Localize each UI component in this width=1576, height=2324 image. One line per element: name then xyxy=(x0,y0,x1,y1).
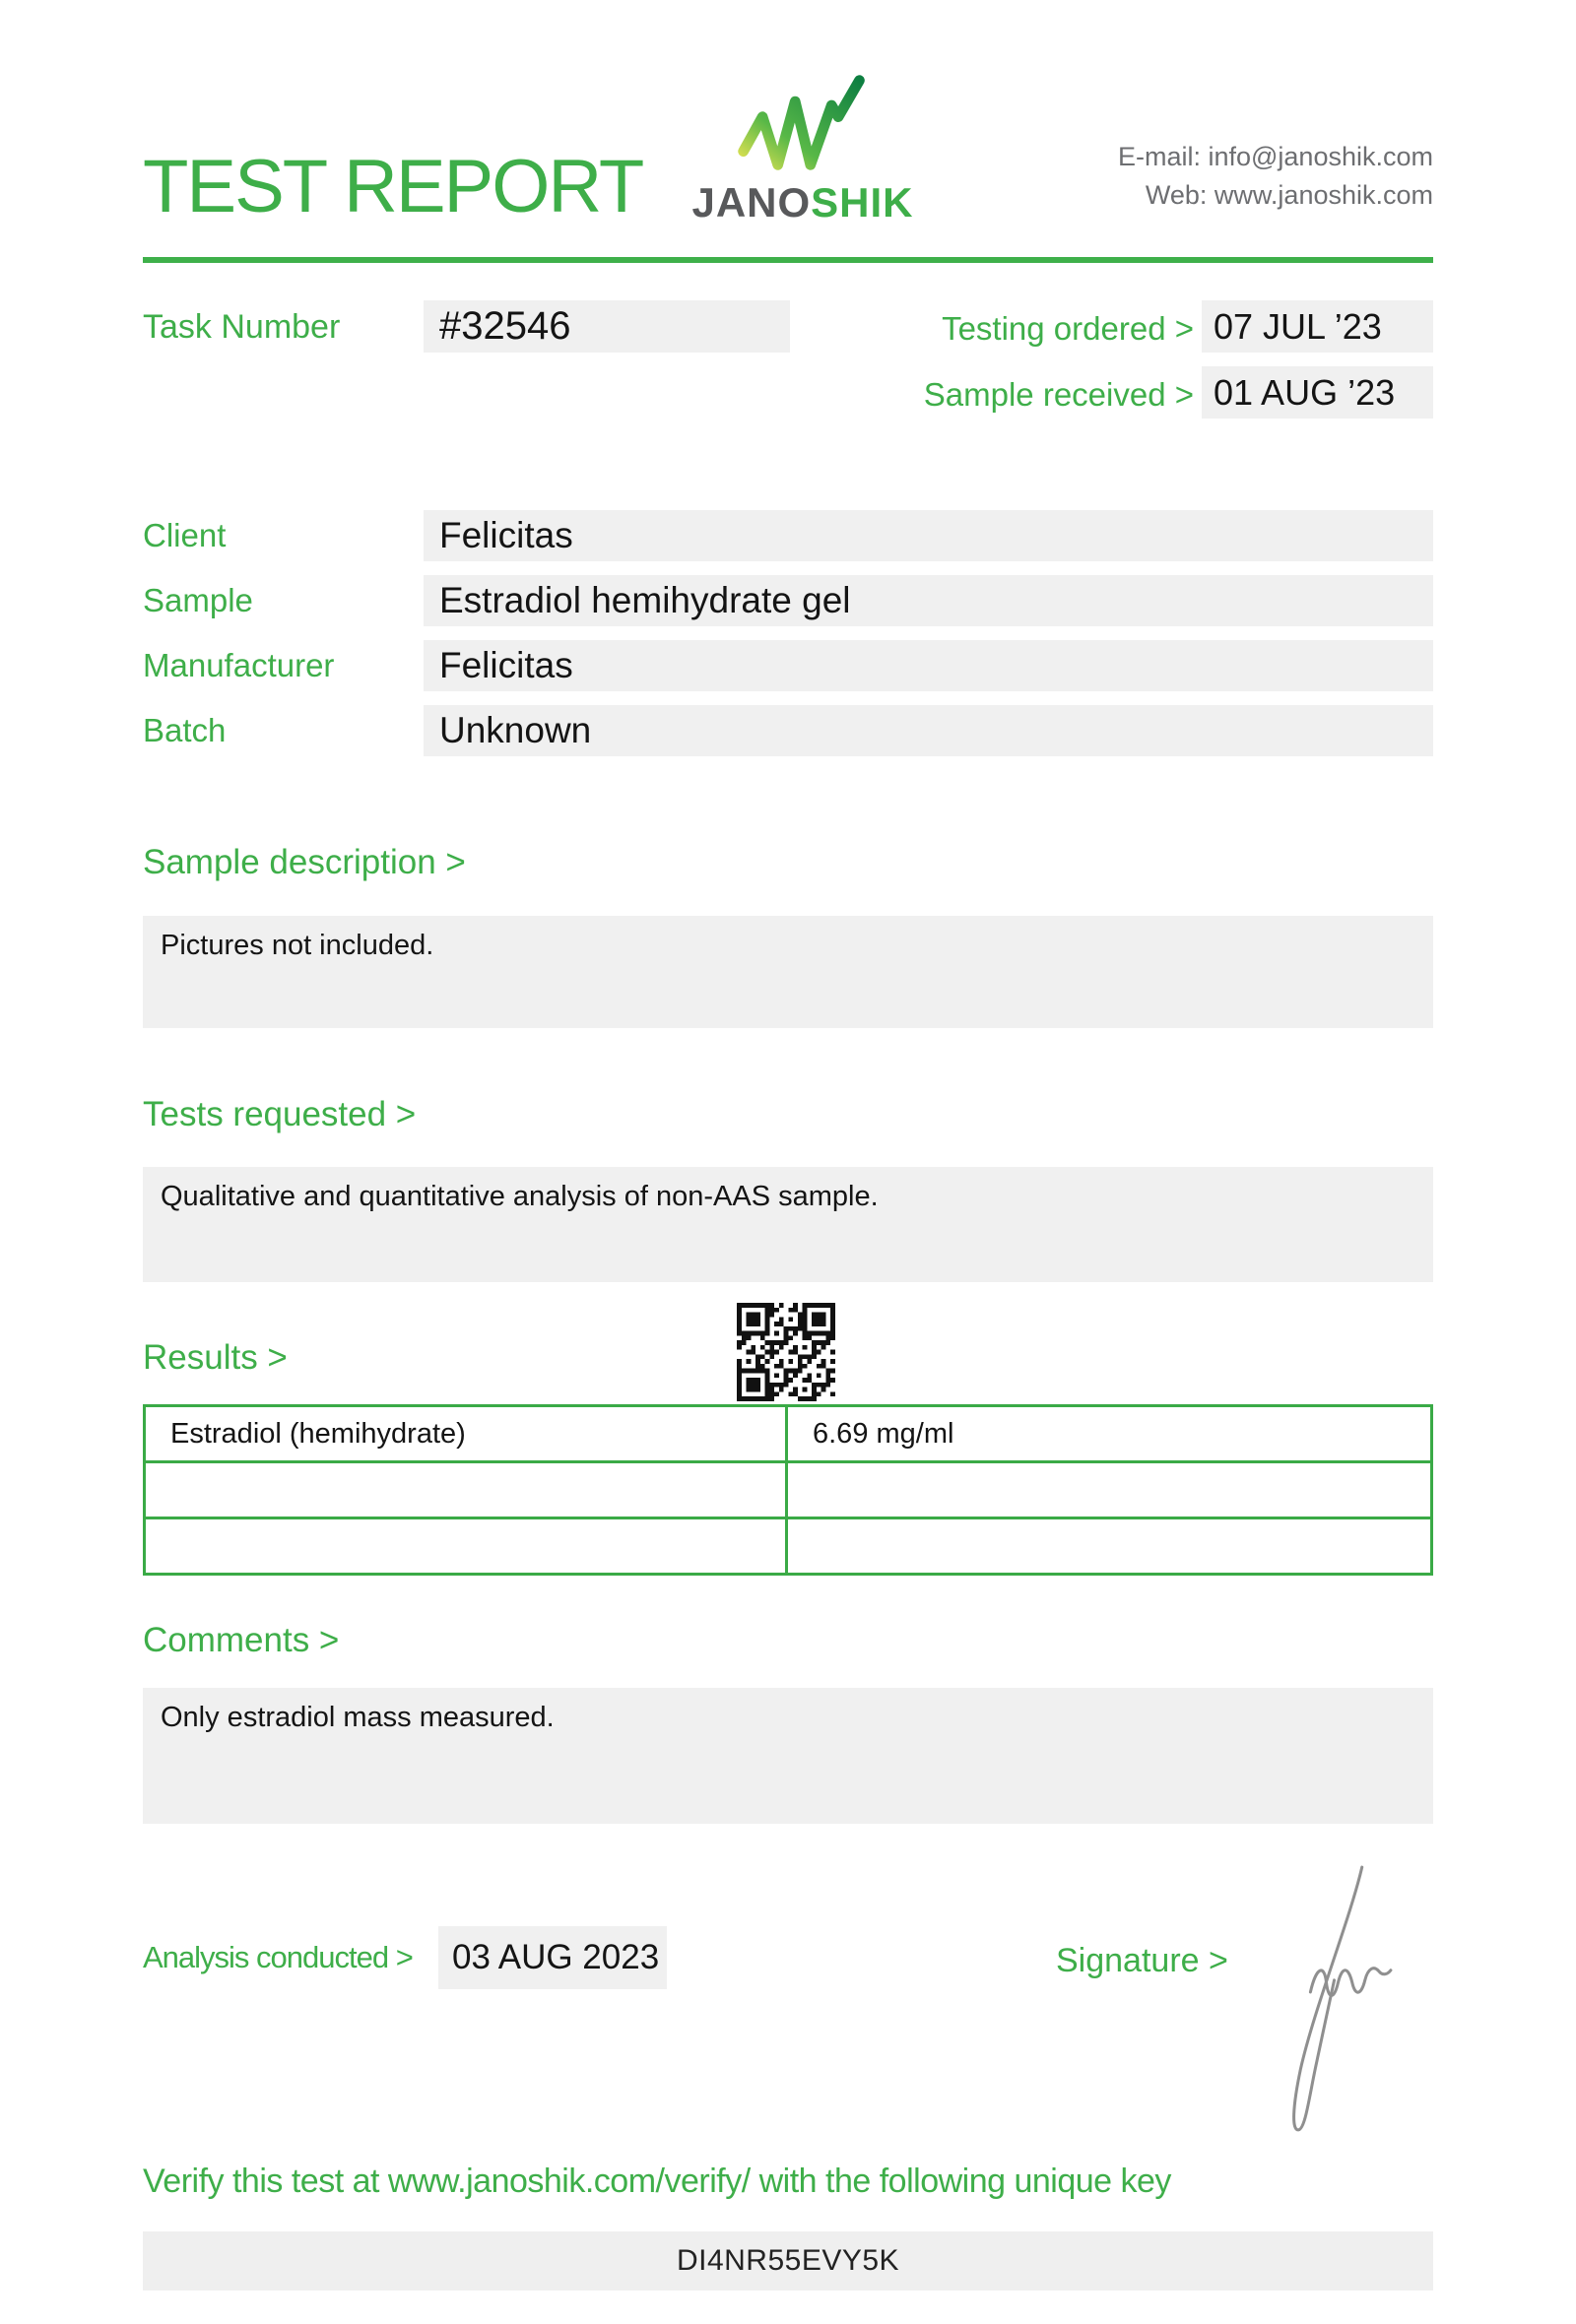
tests-requested-text: Qualitative and quantitative analysis of non-AAS sample. xyxy=(143,1167,1433,1282)
sample-description-text: Pictures not included. xyxy=(143,916,1433,1028)
results-row-2 xyxy=(145,1462,1432,1518)
sample-value: Estradiol hemihydrate gel xyxy=(424,575,1433,626)
manufacturer-label: Manufacturer xyxy=(143,647,335,683)
logo-text-jano: JANO xyxy=(691,179,812,226)
result-value-empty xyxy=(787,1518,1432,1575)
result-analyte-empty xyxy=(145,1462,787,1518)
contact-email: E-mail: info@janoshik.com xyxy=(1117,142,1433,171)
client-label: Client xyxy=(143,517,227,553)
testing-ordered-label: Testing ordered > xyxy=(942,310,1194,347)
sample-label: Sample xyxy=(143,582,253,618)
analysis-section xyxy=(143,1926,1433,1995)
batch-value: Unknown xyxy=(424,705,1433,756)
logo-text-shik: SHIK xyxy=(811,179,914,226)
task-section xyxy=(143,300,1433,423)
task-number-value: #32546 xyxy=(424,300,790,353)
header-divider xyxy=(143,257,1433,263)
logo-wordmark xyxy=(691,179,913,226)
testing-ordered-value: 07 JUL ’23 xyxy=(1202,300,1433,353)
detail-row-manufacturer xyxy=(143,640,1433,691)
results-row-3 xyxy=(145,1518,1432,1575)
results-row-1 xyxy=(145,1406,1432,1462)
results-heading: Results > xyxy=(143,1338,288,1377)
sample-received-value: 01 AUG ’23 xyxy=(1202,366,1433,419)
page-title: TEST REPORT xyxy=(143,145,643,228)
unique-key-value: DI4NR55EVY5K xyxy=(143,2231,1433,2291)
analysis-conducted-label: Analysis conducted > xyxy=(143,1940,413,1974)
result-analyte-empty xyxy=(145,1518,787,1575)
qr-code-icon xyxy=(737,1303,835,1401)
sample-description-heading: Sample description > xyxy=(143,843,466,881)
verify-instruction: Verify this test at www.janoshik.com/verify/ with the following unique key xyxy=(143,2163,1171,2200)
signature-label: Signature > xyxy=(1056,1942,1228,1979)
batch-label: Batch xyxy=(143,712,227,748)
detail-row-batch xyxy=(143,705,1433,756)
analysis-date-value: 03 AUG 2023 xyxy=(438,1926,667,1989)
result-analyte: Estradiol (hemihydrate) xyxy=(145,1406,787,1462)
result-value-empty xyxy=(787,1462,1432,1518)
detail-row-sample xyxy=(143,575,1433,626)
results-table xyxy=(143,1404,1433,1576)
task-number-label: Task Number xyxy=(143,308,341,346)
result-value: 6.69 mg/ml xyxy=(787,1406,1432,1462)
growth-chart-logo-icon xyxy=(735,67,871,177)
client-value: Felicitas xyxy=(424,510,1433,561)
detail-row-client xyxy=(143,510,1433,561)
comments-heading: Comments > xyxy=(143,1621,340,1659)
handwritten-signature-icon xyxy=(1261,1859,1394,2147)
contact-info xyxy=(1118,138,1433,215)
comments-text: Only estradiol mass measured. xyxy=(143,1688,1433,1824)
janoshik-logo xyxy=(635,67,970,226)
tests-requested-heading: Tests requested > xyxy=(143,1095,417,1133)
contact-web: Web: www.janoshik.com xyxy=(1145,180,1433,210)
sample-received-label: Sample received > xyxy=(923,376,1194,413)
manufacturer-value: Felicitas xyxy=(424,640,1433,691)
